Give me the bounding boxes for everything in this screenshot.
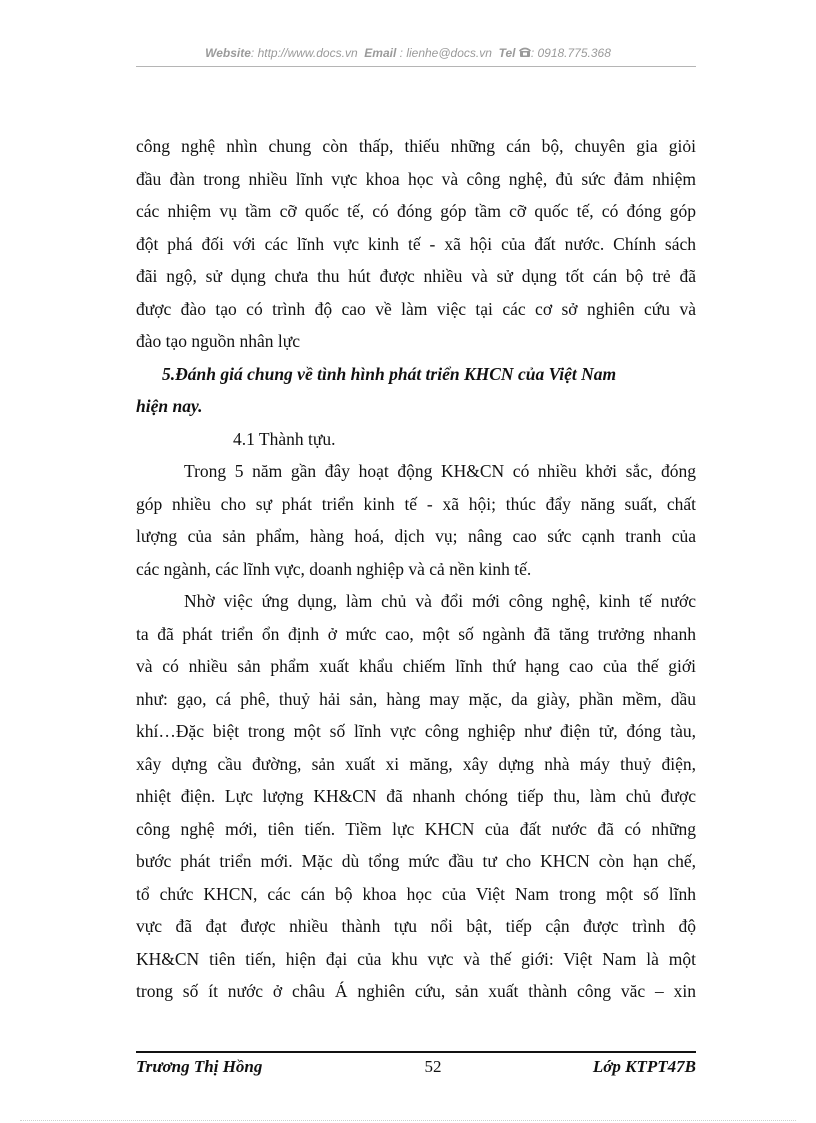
page-bottom-border [20,1120,796,1121]
subsection-heading: 4.1 Thành tựu. [233,428,336,449]
paragraph-line: khí…Đặc biệt trong một số lĩnh vực công nghiệp như điện tử, đóng tàu, [136,721,696,741]
page-number: 52 [424,1057,442,1076]
page-footer [136,1054,696,1080]
footer-class-name: Lớp KTPT47B [592,1057,696,1076]
header-website-value: : http://www.docs.vn [250,46,358,60]
paragraph-line: KH&CN tiên tiến, hiện đại của khu vực và thế giới: Việt Nam là một [136,948,696,969]
paragraph-line: các nhiệm vụ tầm cỡ quốc tế, có đóng góp tầm cỡ quốc tế, có đóng góp [136,201,696,221]
phone-icon [519,47,531,58]
paragraph-line: công nghệ mới, tiên tiến. Tiềm lực KHCN của đất nước đã có những [136,818,696,839]
section-heading: 5.Đánh giá chung về tình hình phát triển KHCN của Việt Nam [162,363,617,384]
header-tel-label: Tel [498,46,516,60]
paragraph-line: Nhờ việc ứng dụng, làm chủ và đổi mới công nghệ, kinh tế nước [184,591,696,611]
section-heading-continued: hiện nay. [136,396,203,416]
paragraph-line: trong số ít nước ở châu Á nghiên cứu, sản xuất thành công văc – xin [136,981,696,1001]
paragraph-line: các ngành, các lĩnh vực, doanh nghiệp và cả nền kinh tế. [136,558,532,579]
paragraph-line: đãi ngộ, sử dụng chưa thu hút được nhiều và sử dụng tốt cán bộ trẻ đã [136,266,696,286]
paragraph-line: lượng của sản phẩm, hàng hoá, dịch vụ; nâng cao sức cạnh tranh của [136,526,696,546]
paragraph-line: tổ chức KHCN, các cán bộ khoa học của Việt Nam trong một số lĩnh [136,883,696,904]
paragraph-line: đầu đàn trong nhiều lĩnh vực khoa học và công nghệ, đủ sức đảm nhiệm [136,168,696,189]
footer-divider [136,1051,696,1053]
header-tel-value: : 0918.775.368 [530,46,611,60]
header-email-label: Email [364,46,397,60]
paragraph-line: góp nhiều cho sự phát triển kinh tế - xã hội; thúc đẩy năng suất, chất [136,493,696,514]
paragraph-line: đột phá đối với các lĩnh vực kinh tế - xã hội của đất nước. Chính sách [136,233,696,254]
paragraph-line: bước phát triển mới. Mặc dù tổng mức đầu tư cho KHCN còn hạn chế, [136,851,696,871]
paragraph-line: đào tạo nguồn nhân lực [136,331,301,351]
footer-author: Trương Thị Hồng [136,1057,263,1076]
paragraph-line: được đào tạo có trình độ cao về làm việc tại các cơ sở nghiên cứu và [136,298,696,319]
header-email-value: : lienhe@docs.vn [396,46,492,60]
paragraph-line: vực đã đạt được nhiều thành tựu nổi bật, tiếp cận được trình độ [136,916,696,936]
paragraph-line: nhiệt điện. Lực lượng KH&CN đã nhanh chóng tiếp thu, làm chủ được [136,786,696,806]
paragraph-line: xây dựng cầu đường, sản xuất xi măng, xây dựng nhà máy thuỷ điện, [136,753,696,774]
header-divider [136,66,696,67]
document-body [136,130,696,1008]
header-website-label: Website [205,46,251,60]
paragraph-line: công nghệ nhìn chung còn thấp, thiếu những cán bộ, chuyên gia giỏi [136,136,696,156]
page-header [0,46,816,60]
paragraph-line: Trong 5 năm gần đây hoạt động KH&CN có nhiều khởi sắc, đóng [184,461,696,481]
paragraph-line: như: gạo, cá phê, thuỷ hải sản, hàng may mặc, da giày, phần mềm, dầu [136,688,696,709]
paragraph-line: và có nhiều sản phẩm xuất khẩu chiếm lĩnh thứ hạng cao của thế giới [136,656,696,676]
paragraph-line: ta đã phát triển ổn định ở mức cao, một số ngành đã tăng trưởng nhanh [136,623,696,644]
